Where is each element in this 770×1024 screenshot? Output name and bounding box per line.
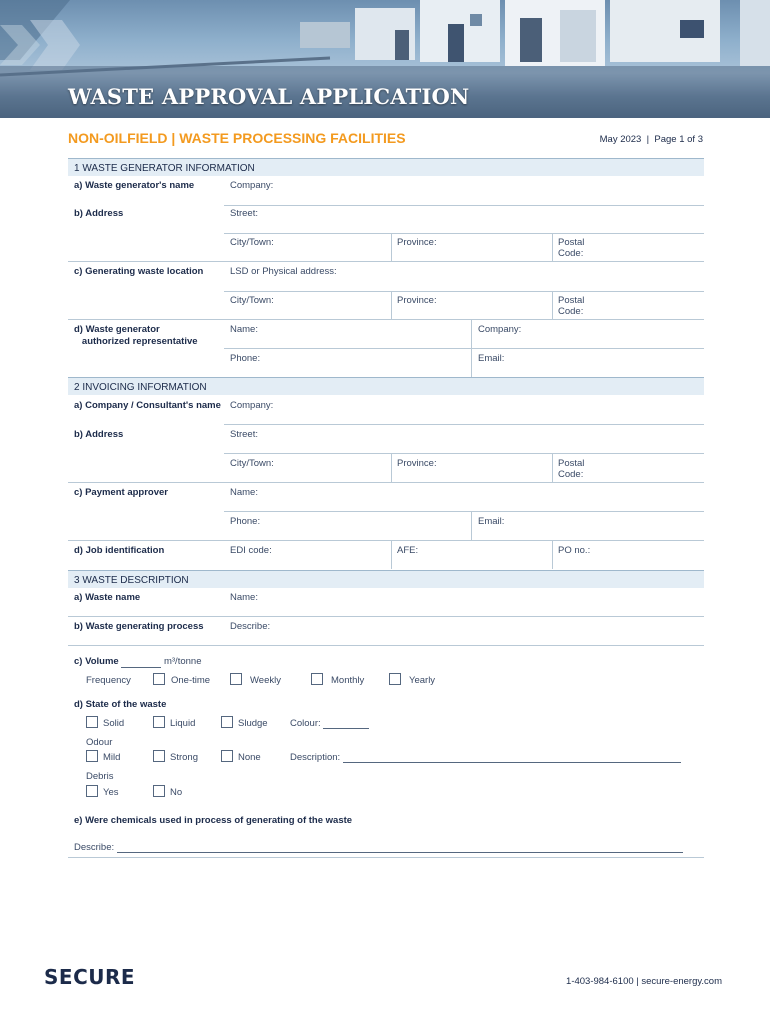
sludge-checkbox[interactable]	[221, 716, 233, 728]
location-postal-field[interactable]: Postal Code:	[558, 295, 585, 317]
odour-label: Odour	[86, 737, 113, 748]
process-describe-field[interactable]: Describe:	[230, 621, 271, 632]
section-2-header: 2 INVOICING INFORMATION	[68, 377, 704, 395]
authorized-rep-label: d) Waste generator authorized representative	[74, 324, 198, 347]
generator-address-label: b) Address	[74, 208, 124, 219]
yearly-checkbox[interactable]	[389, 673, 401, 685]
invoice-company-label: a) Company / Consultant's name	[74, 400, 221, 411]
rep-name-field[interactable]: Name:	[230, 324, 258, 335]
section-1-header: 1 WASTE GENERATOR INFORMATION	[68, 158, 704, 176]
generator-street-field[interactable]: Street:	[230, 208, 258, 219]
job-identification-label: d) Job identification	[74, 545, 165, 556]
location-province-field[interactable]: Province:	[397, 295, 437, 306]
invoice-city-field[interactable]: City/Town:	[230, 458, 274, 469]
generator-province-field[interactable]: Province:	[397, 237, 437, 248]
approver-email-field[interactable]: Email:	[478, 516, 505, 527]
colour-field[interactable]: Colour:	[290, 718, 369, 729]
edi-code-field[interactable]: EDI code:	[230, 545, 272, 556]
waste-name-field[interactable]: Name:	[230, 592, 258, 603]
section-3-header: 3 WASTE DESCRIPTION	[68, 570, 704, 588]
document-title: WASTE APPROVAL APPLICATION	[68, 84, 470, 109]
approver-phone-field[interactable]: Phone:	[230, 516, 261, 527]
footer-contact: 1-403-984-6100 | secure-energy.com	[566, 976, 722, 987]
generating-process-label: b) Waste generating process	[74, 621, 204, 632]
page-info: May 2023 | Page 1 of 3	[599, 134, 703, 145]
rep-company-field[interactable]: Company:	[478, 324, 522, 335]
afe-field[interactable]: AFE:	[397, 545, 419, 556]
invoice-street-field[interactable]: Street:	[230, 429, 258, 440]
document-subtitle: NON-OILFIELD | WASTE PROCESSING FACILITIES	[68, 130, 406, 146]
waste-name-label: a) Waste name	[74, 592, 141, 603]
weekly-checkbox[interactable]	[230, 673, 242, 685]
state-of-waste-label: d) State of the waste	[74, 699, 167, 710]
monthly-checkbox[interactable]	[311, 673, 323, 685]
po-number-field[interactable]: PO no.:	[558, 545, 591, 556]
liquid-checkbox[interactable]	[153, 716, 165, 728]
location-city-field[interactable]: City/Town:	[230, 295, 274, 306]
solid-checkbox[interactable]	[86, 716, 98, 728]
debris-no-checkbox[interactable]	[153, 785, 165, 797]
none-checkbox[interactable]	[221, 750, 233, 762]
secure-logo: SECURE	[44, 965, 136, 989]
strong-checkbox[interactable]	[153, 750, 165, 762]
payment-approver-label: c) Payment approver	[74, 487, 168, 498]
debris-label: Debris	[86, 771, 114, 782]
rep-email-field[interactable]: Email:	[478, 353, 505, 364]
frequency-label: Frequency	[86, 675, 131, 686]
invoice-postal-field[interactable]: Postal Code:	[558, 458, 585, 480]
one-time-checkbox[interactable]	[153, 673, 165, 685]
debris-yes-checkbox[interactable]	[86, 785, 98, 797]
lsd-address-field[interactable]: LSD or Physical address:	[230, 266, 337, 277]
mild-checkbox[interactable]	[86, 750, 98, 762]
waste-generator-name-label: a) Waste generator's name	[74, 180, 195, 191]
chemicals-describe-field[interactable]: Describe:	[74, 842, 683, 853]
generator-company-field[interactable]: Company:	[230, 180, 274, 191]
generating-location-label: c) Generating waste location	[74, 266, 204, 277]
invoice-address-label: b) Address	[74, 429, 124, 440]
generator-postal-field[interactable]: Postal Code:	[558, 237, 585, 259]
volume-label: c) Volume m³/tonne	[74, 656, 202, 667]
invoice-province-field[interactable]: Province:	[397, 458, 437, 469]
header-banner	[0, 0, 770, 118]
rep-phone-field[interactable]: Phone:	[230, 353, 261, 364]
invoice-company-field[interactable]: Company:	[230, 400, 274, 411]
generator-city-field[interactable]: City/Town:	[230, 237, 274, 248]
odour-description-field[interactable]: Description:	[290, 752, 681, 763]
chemicals-question-label: e) Were chemicals used in process of generating of the waste	[74, 815, 353, 826]
approver-name-field[interactable]: Name:	[230, 487, 258, 498]
volume-input[interactable]	[121, 667, 161, 668]
